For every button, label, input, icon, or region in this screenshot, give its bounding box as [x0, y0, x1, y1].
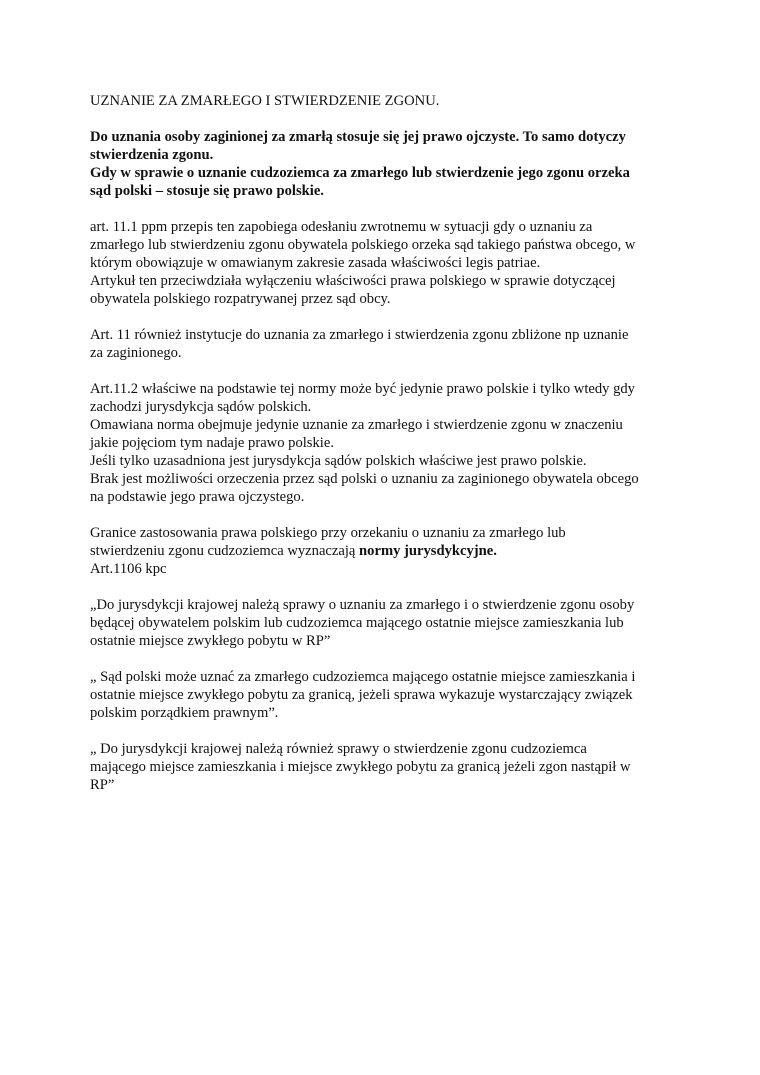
limits-article-ref: Art.1106 kpc [90, 561, 167, 577]
limits-line: Granice zastosowania prawa polskiego przy orzekaniu o uznaniu za zmarłego lub [90, 525, 566, 541]
quote-1-line: będącej obywatelem polskim lub cudzoziemca mającego ostatnie miejsce zamieszkania lub [90, 615, 624, 631]
art-11-1-line: którym obowiązuje w omawianym zakresie zasada właściwości legis patriae. [90, 255, 541, 271]
art-11-1-line: obywatela polskiego rozpatrywanej przez sąd obcy. [90, 291, 391, 307]
limits-bold-term: normy jurysdykcyjne. [359, 543, 497, 559]
quote-2-line: ostatnie miejsce zwykłego pobytu za granicą, jeżeli sprawa wykazuje wystarczający związek [90, 687, 633, 703]
quote-1-line: ostatnie miejsce zwykłego pobytu w RP” [90, 633, 331, 649]
quote-2-paragraph [90, 668, 680, 722]
limits-line [90, 542, 680, 560]
art-11-also-paragraph [90, 326, 680, 362]
art-11-1-paragraph [90, 218, 680, 308]
quote-3-paragraph [90, 740, 680, 794]
art-11-2-line: na podstawie jego prawa ojczystego. [90, 489, 305, 505]
art-11-2-line: zachodzi jurysdykcja sądów polskich. [90, 399, 312, 415]
limits-paragraph [90, 524, 680, 578]
document-page [90, 92, 680, 794]
art-11-1-line: art. 11.1 ppm przepis ten zapobiega odesłaniu zwrotnemu w sytuacji gdy o uznaniu za [90, 219, 593, 235]
art-11-2-line: Brak jest możliwości orzeczenia przez sąd polski o uznaniu za zaginionego obywatela obcego [90, 471, 639, 487]
intro-line: stwierdzenia zgonu. [90, 147, 214, 163]
quote-3-line: mającego miejsce zamieszkania i miejsce zwykłego pobytu za granicą jeżeli zgon nastąpił w [90, 759, 631, 775]
quote-1-line: „Do jurysdykcji krajowej należą sprawy o uznaniu za zmarłego i o stwierdzenie zgonu osoby [90, 597, 635, 613]
limits-line-text: stwierdzeniu zgonu cudzoziemca wyznaczają [90, 543, 360, 559]
art-11-1-line: zmarłego lub stwierdzeniu zgonu obywatela polskiego orzeka sąd takiego państwa obcego, w [90, 237, 636, 253]
quote-3-line: „ Do jurysdykcji krajowej należą również sprawy o stwierdzenie zgonu cudzoziemca [90, 741, 587, 757]
art-11-2-paragraph [90, 380, 680, 506]
intro-line: Do uznania osoby zaginionej za zmarłą stosuje się jej prawo ojczyste. To samo dotyczy [90, 129, 626, 145]
art-11-2-line: Omawiana norma obejmuje jedynie uznanie za zmarłego i stwierdzenie zgonu w znaczeniu [90, 417, 623, 433]
quote-2-line: polskim porządkiem prawnym”. [90, 705, 279, 721]
document-title [90, 92, 680, 110]
title-text: UZNANIE ZA ZMARŁEGO I STWIERDZENIE ZGONU. [90, 93, 440, 109]
intro-line: sąd polski – stosuje się prawo polskie. [90, 183, 324, 199]
quote-1-paragraph [90, 596, 680, 650]
quote-2-line: „ Sąd polski może uznać za zmarłego cudzoziemca mającego ostatnie miejsce zamieszkania i [90, 669, 636, 685]
art-11-2-line: jakie pojęciom tym nadaje prawo polskie. [90, 435, 334, 451]
art-11-2-line: Art.11.2 właściwe na podstawie tej normy może być jedynie prawo polskie i tylko wtedy gdy [90, 381, 635, 397]
intro-paragraph [90, 128, 680, 200]
art-11-1-line: Artykuł ten przeciwdziała wyłączeniu właściwości prawa polskiego w sprawie dotyczącej [90, 273, 616, 289]
quote-3-line: RP” [90, 777, 115, 793]
art-11-also-line: Art. 11 również instytucje do uznania za zmarłego i stwierdzenia zgonu zbliżone np uznanie [90, 327, 629, 343]
intro-line: Gdy w sprawie o uznanie cudzoziemca za zmarłego lub stwierdzenie jego zgonu orzeka [90, 165, 630, 181]
art-11-also-line: za zaginionego. [90, 345, 182, 361]
art-11-2-line: Jeśli tylko uzasadniona jest jurysdykcja sądów polskich właściwe jest prawo polskie. [90, 453, 587, 469]
